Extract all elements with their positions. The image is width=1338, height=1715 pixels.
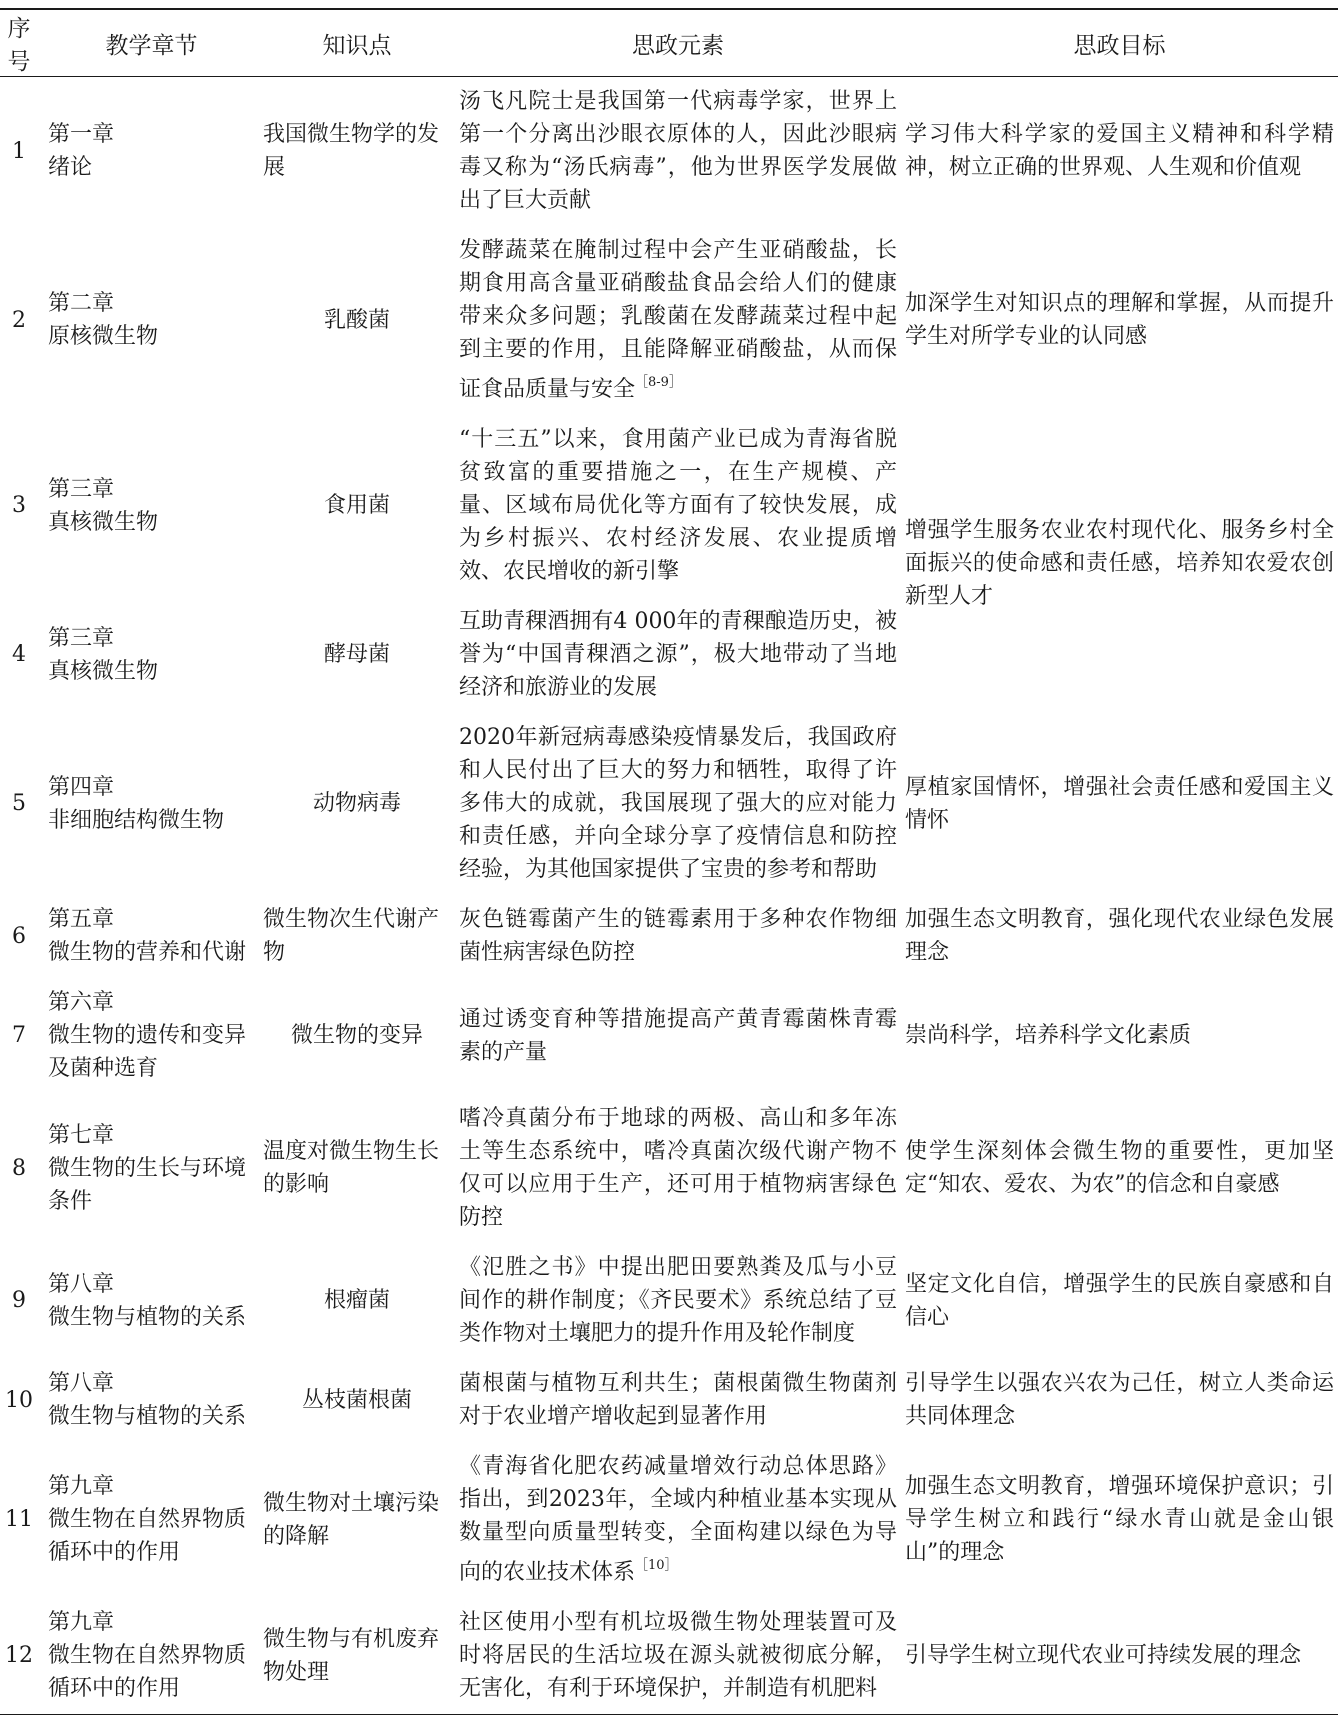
ideological-element (455, 1359, 901, 1442)
element-text: 2020年新冠病毒感染疫情暴发后，我国政府和人民付出了巨大的努力和牺牲，取得了许多伟大的成就，我国展现了强大的应对能力和责任感，并向全球分享了疫情信息和防控经验，为其他国家提供了宝贵的参考和帮助 (459, 725, 897, 882)
table-row (0, 1094, 1338, 1243)
chapter-cell (44, 1094, 259, 1243)
table-row (0, 1359, 1338, 1442)
table-header (0, 9, 1338, 77)
chapter-cell (44, 713, 259, 895)
chapter-title: 绪论 (48, 155, 93, 180)
chapter-number: 第二章 (48, 291, 115, 316)
element-text: 发酵蔬菜在腌制过程中会产生亚硝酸盐，长期食用高含量亚硝酸盐食品会给人们的健康带来众多问题；乳酸菌在发酵蔬菜过程中起到主要的作用，且能降解亚硝酸盐，从而保证食品质量与安全 (459, 238, 897, 402)
table-row (0, 895, 1338, 978)
header-chapter: 教学章节 (44, 9, 259, 77)
knowledge-point: 食用菌 (323, 493, 390, 518)
knowledge-point: 微生物对土壤污染的降解 (263, 1490, 440, 1549)
chapter-number: 第六章 (48, 990, 115, 1015)
header-row (0, 9, 1338, 77)
chapter-cell (44, 597, 259, 713)
ideological-element (455, 77, 901, 227)
chapter-title: 微生物与植物的关系 (48, 1304, 247, 1330)
ideological-element (455, 1094, 901, 1243)
chapter-number: 第五章 (48, 907, 115, 932)
chapter-title: 微生物在自然界物质循环中的作用 (48, 1643, 247, 1701)
knowledge-point: 微生物次生代谢产物 (263, 907, 440, 965)
element-text: 《氾胜之书》中提出肥田要熟粪及瓜与小豆间作的耕作制度；《齐民要术》系统总结了豆类作物对土壤肥力的提升作用及轮作制度 (459, 1255, 897, 1346)
ideological-goal: 坚定文化自信，增强学生的民族自豪感和自信心 (905, 1271, 1334, 1330)
knowledge-point: 微生物与有机废弃物处理 (259, 1598, 455, 1715)
chapter-number: 第三章 (48, 476, 115, 502)
row-number: 7 (12, 1023, 26, 1048)
ideological-element (455, 978, 901, 1094)
row-number: 3 (12, 493, 26, 518)
header-no: 序号 (0, 9, 44, 77)
chapter-title: 微生物与植物的关系 (48, 1404, 247, 1429)
chapter-number: 第八章 (48, 1271, 115, 1297)
chapter-cell (44, 1359, 259, 1442)
ideological-goal: 学习伟大科学家的爱国主义精神和科学精神，树立正确的世界观、人生观和价值观 (905, 122, 1334, 180)
table-row (0, 226, 1338, 415)
chapter-number: 第八章 (48, 1371, 115, 1396)
ideological-goal: 崇尚科学，培养科学文化素质 (905, 1023, 1192, 1048)
chapter-title: 微生物的营养和代谢 (48, 940, 247, 965)
ideological-goal: 增强学生服务农业农村现代化、服务乡村全面振兴的使命感和责任感，培养知农爱农创新型人才 (905, 518, 1334, 609)
chapter-title: 真核微生物 (48, 658, 159, 684)
ideological-goal: 加深学生对知识点的理解和掌握，从而提升学生对所学专业的认同感 (905, 291, 1334, 349)
row-number: 12 (0, 1598, 44, 1715)
chapter-number: 第四章 (48, 774, 115, 800)
ideological-element (455, 1243, 901, 1359)
ideological-element (455, 597, 901, 713)
knowledge-point: 根瘤菌 (323, 1288, 390, 1313)
table-row (0, 1243, 1338, 1359)
row-number: 6 (12, 923, 26, 949)
chapter-title: 微生物的生长与环境条件 (48, 1155, 247, 1214)
element-text: 灰色链霉菌产生的链霉素用于多种农作物细菌性病害绿色防控 (459, 907, 897, 965)
chapter-number: 第九章 (48, 1610, 115, 1635)
ideological-goal: 使学生深刻体会微生物的重要性，更加坚定“知农、爱农、为农”的信念和自豪感 (905, 1139, 1334, 1197)
ideological-element (455, 1598, 901, 1715)
element-text: 菌根菌与植物互利共生；菌根菌微生物菌剂对于农业增产增收起到显著作用 (459, 1371, 897, 1429)
ideological-elements-table (0, 8, 1338, 1715)
element-text: 汤飞凡院士是我国第一代病毒学家，世界上第一个分离出沙眼衣原体的人，因此沙眼病毒又称为“汤氏病毒”，他为世界医学发展做出了巨大贡献 (459, 89, 897, 213)
element-text: 互助青稞酒拥有4 000年的青稞酿造历史，被誉为“中国青稞酒之源”，极大地带动了当地经济和旅游业的发展 (459, 609, 897, 700)
element-text: “十三五”以来，食用菌产业已成为青海省脱贫致富的重要措施之一，在生产规模、产量、区域布局优化等方面有了较快发展，成为乡村振兴、农村经济发展、农业提质增效、农民增收的新引擎 (459, 427, 897, 584)
element-text: 通过诱变育种等措施提高产黄青霉菌株青霉素的产量 (459, 1006, 897, 1065)
ideological-goal: 引导学生树立现代农业可持续发展的理念 (901, 1598, 1338, 1715)
ideological-element (455, 895, 901, 978)
ideological-element (455, 415, 901, 597)
table-row (0, 1442, 1338, 1598)
element-text: 嗜冷真菌分布于地球的两极、高山和多年冻土等生态系统中，嗜冷真菌次级代谢产物不仅可以应用于生产，还可用于植物病害绿色防控 (459, 1106, 897, 1230)
row-number: 5 (12, 791, 26, 816)
row-number: 8 (12, 1155, 26, 1181)
chapter-number: 第九章 (48, 1474, 115, 1499)
chapter-number: 第三章 (48, 625, 115, 651)
row-number: 11 (5, 1507, 33, 1532)
table-body (0, 77, 1338, 1715)
chapter-title: 微生物在自然界物质循环中的作用 (48, 1507, 247, 1565)
ideological-element (455, 1442, 901, 1598)
chapter-cell (44, 1442, 259, 1598)
table-row (0, 1598, 1338, 1715)
header-knowledge: 知识点 (259, 9, 455, 77)
chapter-cell (44, 895, 259, 978)
citation-ref: ［10］ (635, 1558, 678, 1573)
row-number: 4 (12, 642, 26, 667)
ideological-element (455, 713, 901, 895)
element-text: 社区使用小型有机垃圾微生物处理装置可及时将居民的生活垃圾在源头就被彻底分解，无害化，有利于环境保护，并制造有机肥料 (459, 1610, 897, 1701)
knowledge-point: 动物病毒 (312, 791, 401, 816)
chapter-number: 第七章 (48, 1122, 115, 1148)
chapter-title: 微生物的遗传和变异及菌种选育 (48, 1023, 247, 1081)
chapter-title: 原核微生物 (48, 324, 159, 349)
chapter-cell (44, 415, 259, 597)
chapter-cell (44, 226, 259, 415)
header-goal: 思政目标 (901, 9, 1338, 77)
knowledge-point: 微生物的变异 (290, 1023, 423, 1048)
knowledge-point: 温度对微生物生长的影响 (263, 1139, 440, 1197)
ideological-goal: 引导学生以强农兴农为己任，树立人类命运共同体理念 (905, 1371, 1334, 1429)
table-row (0, 978, 1338, 1094)
table-row (0, 415, 1338, 597)
chapter-cell (44, 77, 259, 227)
chapter-cell (44, 1598, 259, 1715)
row-number: 1 (12, 138, 26, 164)
element-text: 《青海省化肥农药减量增效行动总体思路》指出，到2023年，全域内种植业基本实现从数量型向质量型转变，全面构建以绿色为导向的农业技术体系 (459, 1454, 897, 1585)
row-number: 9 (12, 1288, 26, 1313)
knowledge-point: 我国微生物学的发展 (263, 122, 440, 180)
chapter-title: 真核微生物 (48, 509, 159, 535)
knowledge-point: 酵母菌 (323, 642, 390, 667)
ideological-goal: 厚植家国情怀，增强社会责任感和爱国主义情怀 (905, 774, 1334, 833)
citation-ref: ［8-9］ (635, 375, 682, 390)
chapter-title: 非细胞结构微生物 (48, 807, 225, 833)
table-row (0, 713, 1338, 895)
knowledge-point: 乳酸菌 (323, 307, 390, 333)
knowledge-point: 丛枝菌根菌 (301, 1387, 412, 1413)
row-number: 2 (12, 307, 26, 333)
ideological-element (455, 226, 901, 415)
row-number: 10 (5, 1387, 33, 1413)
table-row (0, 77, 1338, 227)
chapter-cell (44, 978, 259, 1094)
ideological-goal: 加强生态文明教育，强化现代农业绿色发展理念 (905, 907, 1334, 965)
ideological-goal: 加强生态文明教育，增强环境保护意识；引导学生树立和践行“绿水青山就是金山银山”的理念 (905, 1474, 1334, 1565)
chapter-cell (44, 1243, 259, 1359)
header-element: 思政元素 (455, 9, 901, 77)
chapter-number: 第一章 (48, 122, 115, 147)
